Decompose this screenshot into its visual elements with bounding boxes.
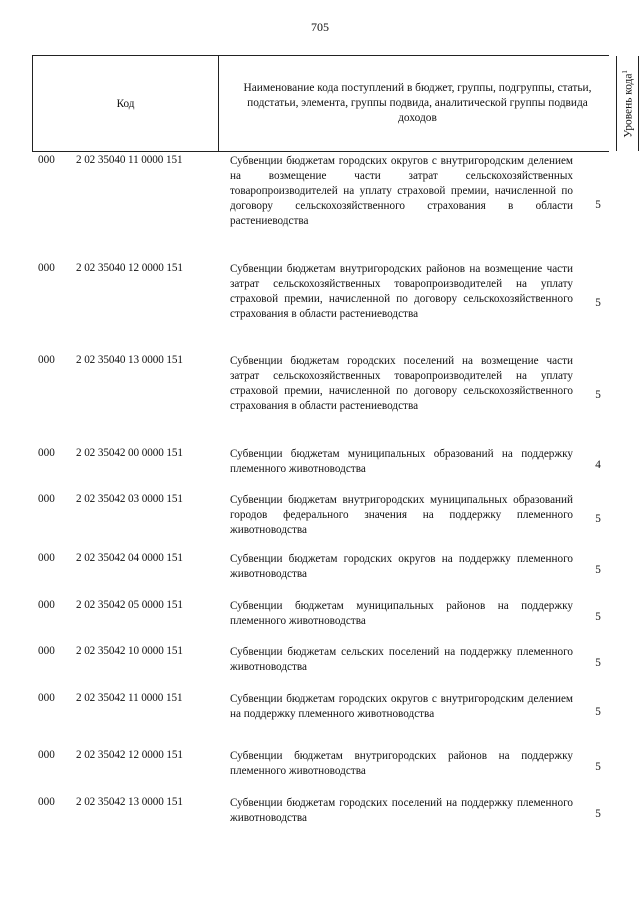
- row-level: 5: [595, 611, 601, 623]
- row-code: 2 02 35040 13 0000 151: [76, 354, 183, 366]
- table-row: [38, 152, 610, 260]
- row-code: 2 02 35042 00 0000 151: [76, 447, 183, 459]
- row-code: 2 02 35040 11 0000 151: [76, 154, 183, 166]
- row-name: Субвенции бюджетам внутригородских районов на возмещение части затрат сельскохозяйственных товаропроизводителей на уплату страховой премии, начисленной по договору сельскохозяйственного страхования в области растениеводства: [230, 263, 573, 320]
- row-code: 2 02 35040 12 0000 151: [76, 262, 183, 274]
- row-name: Субвенции бюджетам городских округов с внутригородским делением на поддержку племенного животноводства: [230, 693, 573, 720]
- row-prefix: 000: [38, 354, 55, 366]
- row-level: 5: [595, 761, 601, 773]
- row-level: 5: [595, 389, 601, 401]
- row-level: 4: [595, 459, 601, 471]
- row-code: 2 02 35042 05 0000 151: [76, 599, 183, 611]
- row-code: 2 02 35042 04 0000 151: [76, 552, 183, 564]
- row-level: 5: [595, 199, 601, 211]
- row-name: Субвенции бюджетам городских поселений на поддержку племенного животноводства: [230, 797, 573, 824]
- row-code: 2 02 35042 03 0000 151: [76, 493, 183, 505]
- row-name: Субвенции бюджетам внутригородских муниципальных образований городов федерального значения на поддержку племенного животноводства: [230, 494, 573, 536]
- row-prefix: 000: [38, 796, 55, 808]
- table-row: [38, 491, 610, 550]
- header-level-label: [621, 70, 635, 138]
- row-prefix: 000: [38, 493, 55, 505]
- row-name: Субвенции бюджетам сельских поселений на поддержку племенного животноводства: [230, 646, 573, 673]
- row-code: 2 02 35042 12 0000 151: [76, 749, 183, 761]
- table-row: [38, 690, 610, 747]
- header-level-text: Уровень кода: [622, 73, 635, 138]
- row-level: 5: [595, 657, 601, 669]
- table-row: [38, 260, 610, 352]
- header-name-label: Наименование кода поступлений в бюджет, группы, подгруппы, статьи, подстатьи, элемента, группы подвида, аналитической группы подвида доходов: [243, 82, 592, 124]
- header-name: [219, 56, 617, 151]
- header-level: [617, 56, 639, 151]
- row-prefix: 000: [38, 599, 55, 611]
- header-code-label: Код: [116, 97, 135, 110]
- row-name: Субвенции бюджетам городских округов с внутригородским делением на возмещение части затрат сельскохозяйственных товаропроизводителей на уплату страховой премии, начисленной по договору сельскохозяйственного страхования в области растениеводства: [230, 155, 573, 227]
- row-name: Субвенции бюджетам городских поселений на возмещение части затрат сельскохозяйственных товаропроизводителей на уплату страховой премии, начисленной по договору сельскохозяйственного страхования в области растениеводства: [230, 355, 573, 412]
- row-prefix: 000: [38, 692, 55, 704]
- row-level: 5: [595, 706, 601, 718]
- row-prefix: 000: [38, 749, 55, 761]
- row-level: 5: [595, 297, 601, 309]
- row-code: 2 02 35042 11 0000 151: [76, 692, 183, 704]
- row-level: 5: [595, 564, 601, 576]
- table-row: [38, 597, 610, 643]
- row-level: 5: [595, 513, 601, 525]
- row-code: 2 02 35042 10 0000 151: [76, 645, 183, 657]
- row-prefix: 000: [38, 645, 55, 657]
- table-row: [38, 445, 610, 491]
- row-prefix: 000: [38, 447, 55, 459]
- table-header: [32, 55, 635, 152]
- header-code: [32, 56, 219, 151]
- row-name: Субвенции бюджетам муниципальных районов на поддержку племенного животноводства: [230, 600, 573, 627]
- row-name: Субвенции бюджетам городских округов на поддержку племенного животноводства: [230, 553, 573, 580]
- page-number: 705: [311, 20, 329, 34]
- row-code: 2 02 35042 13 0000 151: [76, 796, 183, 808]
- row-prefix: 000: [38, 154, 55, 166]
- table-row: [38, 352, 610, 445]
- table-row: [38, 747, 610, 794]
- header-level-footnote: 1: [620, 69, 629, 74]
- table-row: [38, 643, 610, 690]
- table-row: [38, 794, 610, 841]
- row-prefix: 000: [38, 552, 55, 564]
- row-name: Субвенции бюджетам муниципальных образований на поддержку племенного животноводства: [230, 448, 573, 475]
- row-prefix: 000: [38, 262, 55, 274]
- row-level: 5: [595, 808, 601, 820]
- row-name: Субвенции бюджетам внутригородских районов на поддержку племенного животноводства: [230, 750, 573, 777]
- table-row: [38, 550, 610, 597]
